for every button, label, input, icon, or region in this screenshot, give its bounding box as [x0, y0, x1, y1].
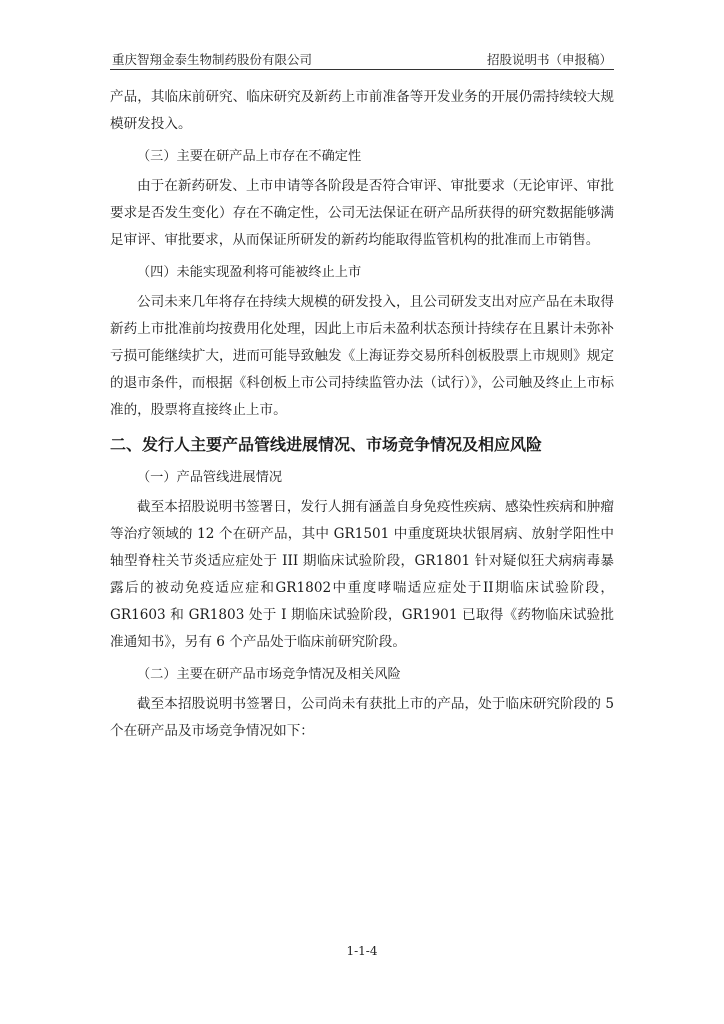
page-header: [112, 50, 612, 68]
header-document-title: 招股说明书（申报稿）: [486, 52, 612, 67]
paragraph-approval-uncertainty: 由于在新药研发、上市申请等各阶段是否符合审评、审批要求（无论审评、审批要求是否发生变化）存在不确定性，公司无法保证在研产品所获得的研究数据能够满足审评、审批要求，从而保证所研发的新药均能取得监管机构的批准而上市销售。: [110, 178, 614, 248]
page-body: [110, 84, 614, 745]
paragraph-pipeline-progress: 截至本招股说明书签署日，发行人拥有涵盖自身免疫性疾病、感染性疾病和肿瘤等治疗领域的 12 个在研产品，其中 GR1501 中重度斑块状银屑病、放射学阳性中轴型脊柱关节炎适应症处于 III 期临床试验阶段，GR1801 针对疑似狂犬病病毒暴露后的被动免疫适应症和GR1802中重度哮喘适应症处于II期临床试验阶段，GR1603 和 GR1803 处于 I 期临床试验阶段，GR1901 已取得《药物临床试验批准通知书》，另有 6 个产品处于临床前研究阶段。: [110, 499, 614, 650]
chapter-heading-2: 二、发行人主要产品管线进展情况、市场竞争情况及相应风险: [110, 435, 543, 454]
header-divider: [110, 69, 614, 70]
paragraph-delisting-risk: 公司未来几年将存在持续大规模的研发投入，且公司研发支出对应产品在未取得新药上市批准前均按费用化处理，因此上市后未盈利状态预计持续存在且累计未弥补亏损可能继续扩大，进而可能导致触发《上海证券交易所科创板股票上市规则》规定的退市条件，而根据《科创板上市公司持续监管办法（试行）》，公司触及终止上市标准的，股票将直接终止上市。: [110, 294, 614, 418]
page-number: 1-1-4: [346, 944, 378, 958]
paragraph-continuation: 产品，其临床前研究、临床研究及新药上市前准备等开发业务的开展仍需持续较大规模研发投入。: [110, 89, 614, 132]
section-heading-2: （二）主要在研产品市场竞争情况及相关风险: [137, 667, 401, 682]
section-heading-3: （三）主要在研产品上市存在不确定性: [137, 149, 362, 164]
section-heading-1: （一）产品管线进展情况: [137, 470, 283, 485]
paragraph-competition-intro: 截至本招股说明书签署日，公司尚未有获批上市的产品，处于临床研究阶段的 5 个在研产品及市场竞争情况如下：: [110, 696, 614, 739]
header-company-name: 重庆智翔金泰生物制药股份有限公司: [112, 52, 313, 67]
section-heading-4: （四）未能实现盈利将可能被终止上市: [137, 265, 362, 280]
